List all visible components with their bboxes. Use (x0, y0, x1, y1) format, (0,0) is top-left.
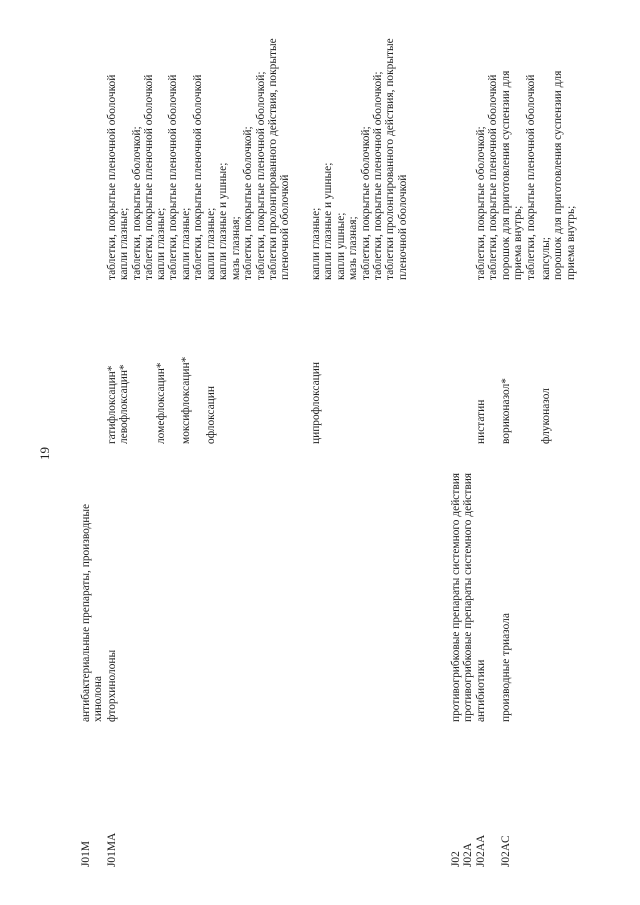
atc-code: J01MA (106, 832, 118, 867)
dosage-forms (500, 15, 537, 280)
dosage-form: таблетки, покрытые пленочной оболочкой (167, 74, 180, 280)
drug-name: левофлоксацин* (118, 364, 131, 444)
drug-name: ципрофлоксацин (310, 362, 322, 444)
drug-name: моксифлоксацин* (180, 356, 192, 444)
atc-code: J02A (462, 842, 475, 867)
dosage-form: таблетки, покрытые пленочной оболочкой; (372, 71, 385, 280)
dosage-forms (475, 15, 500, 280)
drug-name: ломефлоксацин* (155, 362, 167, 444)
dosage-forms (540, 15, 577, 280)
anatomic-group: противогрибковые препараты системного действия (450, 472, 462, 722)
drug-name: нистатин (474, 399, 487, 444)
dosage-forms (310, 15, 409, 280)
dosage-form: мазь глазная; (347, 216, 360, 280)
dosage-forms (205, 15, 292, 280)
anatomic-group: противогрибковые препараты системного действия (462, 472, 475, 722)
dosage-form: капсулы; (540, 237, 552, 280)
dosage-form: таблетки, покрытые пленочной оболочкой (524, 74, 537, 280)
dosage-form: пленочной оболочкой (396, 174, 409, 280)
dosage-form: пленочной оболочкой (279, 174, 292, 280)
dosage-form: капли глазные; (310, 207, 322, 280)
anatomic-group: производные триазола (500, 613, 512, 722)
dosage-form: порошок для приготовления суспензии для (500, 70, 512, 280)
dosage-form: таблетки, покрытые пленочной оболочкой (106, 74, 118, 280)
dosage-form: таблетки, покрытые пленочной оболочкой (192, 74, 205, 280)
anatomic-group: антибактериальные препараты, производные хинолона (80, 503, 105, 722)
dosage-form: приема внутрь; (512, 205, 525, 280)
dosage-form: таблетки, покрытые пленочной оболочкой; (254, 71, 267, 280)
dosage-form: таблетки, покрытые оболочкой; (130, 126, 143, 280)
dosage-form: таблетки, покрытые оболочкой; (242, 126, 255, 280)
dosage-form: таблетки, покрытые оболочкой; (359, 126, 372, 280)
drug-name: вориконазол* (500, 378, 512, 444)
dosage-form: капли глазные и ушные; (217, 162, 230, 280)
dosage-form: капли ушные; (334, 212, 347, 280)
dosage-form: таблетки, покрытые пленочной оболочкой (487, 74, 500, 280)
page-number: 19 (37, 447, 52, 460)
dosage-form: порошок для приготовления суспензии для (552, 70, 565, 280)
drug-name: офлоксацин (205, 386, 217, 444)
atc-code: J02AC (500, 835, 512, 867)
atc-code: J02AA (474, 834, 487, 867)
drug-name: гатифлоксацин* (106, 365, 118, 444)
atc-code: J01M (80, 841, 92, 867)
dosage-form: таблетки пролонгированного действия, покрытые (384, 38, 397, 280)
dosage-form: капли глазные; (155, 207, 167, 280)
dosage-form: таблетки, покрытые пленочной оболочкой (143, 74, 156, 280)
drug-name: флуконазол (540, 388, 552, 444)
dosage-form: мазь глазная; (229, 216, 242, 280)
dosage-form: капли глазные; (205, 207, 217, 280)
dosage-forms (155, 15, 180, 280)
dosage-form: капли глазные; (180, 207, 192, 280)
dosage-form: капли глазные и ушные; (322, 162, 335, 280)
anatomic-group: антибиотики (474, 659, 487, 722)
anatomic-group: фторхинолоны (106, 649, 118, 722)
dosage-form: капли глазные; (118, 207, 131, 280)
atc-code: J02 (450, 851, 462, 867)
drug-list (106, 284, 131, 444)
dosage-forms (106, 15, 156, 280)
dosage-form: таблетки, покрытые оболочкой; (474, 126, 487, 280)
dosage-form: таблетки пролонгированного действия, покрытые (267, 38, 280, 280)
dosage-form: приема внутрь; (564, 205, 577, 280)
dosage-forms (180, 15, 205, 280)
